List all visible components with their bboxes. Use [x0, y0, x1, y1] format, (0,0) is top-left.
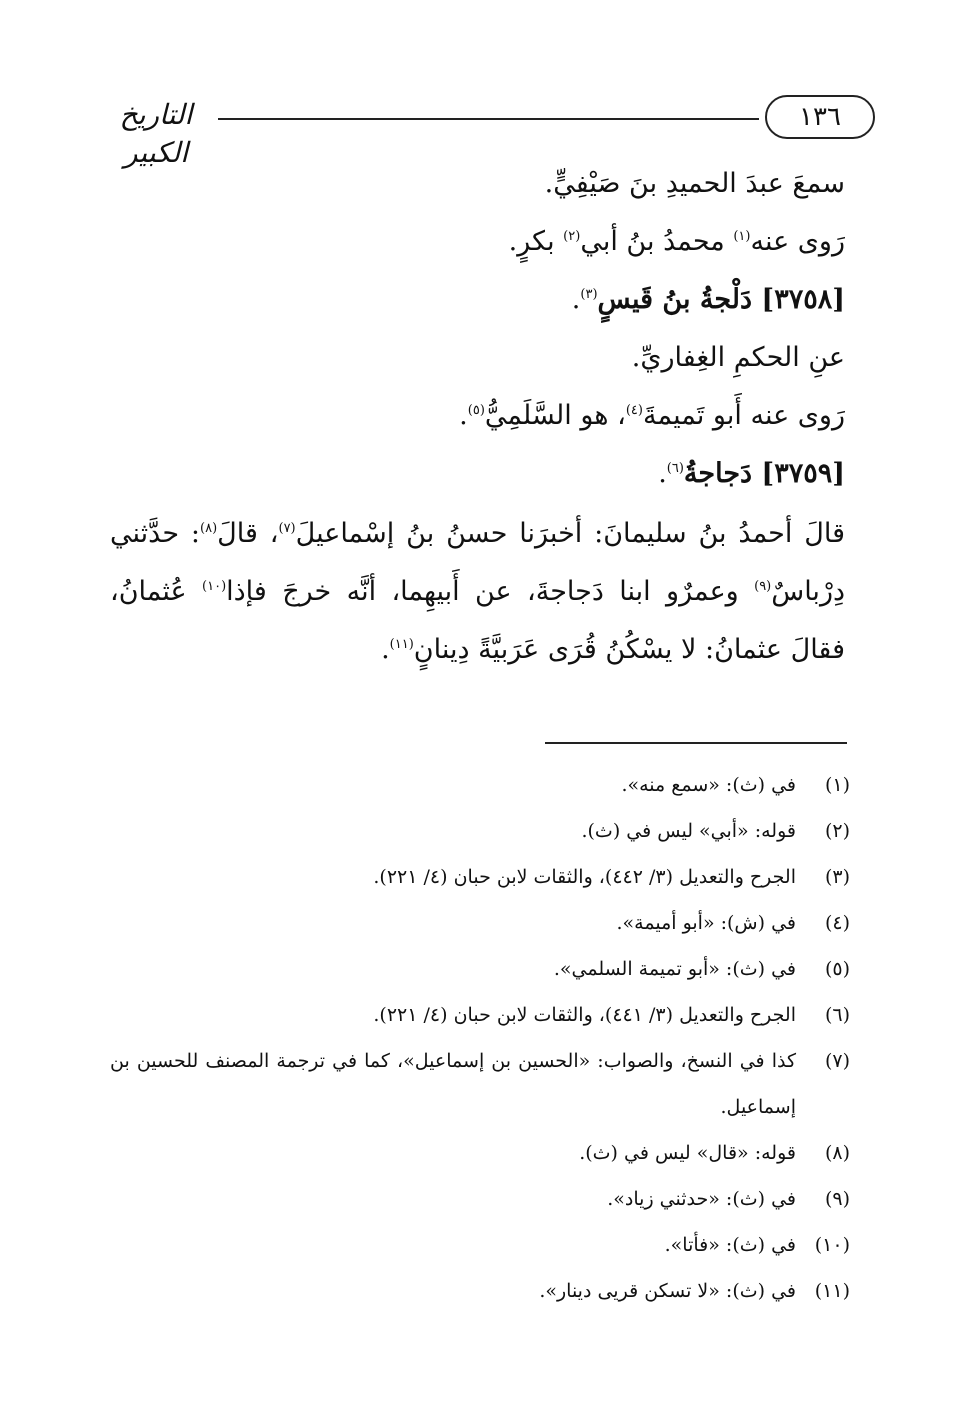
footnote-ref[interactable]: (٨) [200, 521, 218, 536]
footnote-ref[interactable]: (٧) [278, 521, 296, 536]
text-line [110, 387, 845, 445]
footnote-text: كذا في النسخ، والصواب: «الحسين بن إسماعيل»، كما في ترجمة المصنف للحسين بن إسماعيل. [110, 1050, 796, 1118]
footnote-number: (٦) [824, 1004, 850, 1026]
footnote [110, 762, 850, 808]
text-span: محمدُ بنُ أبي [580, 226, 734, 257]
footnote-number: (١١) [814, 1280, 850, 1302]
footnote-text: في (ث): «حدثني زياد». [607, 1188, 796, 1210]
footnote-ref[interactable]: (١١) [389, 637, 414, 652]
text-span: قالَ أحمدُ بنُ سليمانَ: أخبرَنا حسنُ بنُ إسْماعيلَ [295, 518, 845, 549]
text-span: . [571, 284, 581, 315]
footnote [110, 1222, 850, 1268]
footnote-text: قوله: «أبي» ليس في (ث). [581, 820, 796, 842]
footnote-ref[interactable]: (٩) [754, 579, 772, 594]
text-span: بكرٍ. [508, 226, 564, 257]
footnote [110, 900, 850, 946]
entry-heading [110, 445, 845, 503]
footnote-text: في (ث): «أبو تميمة السلمي». [553, 958, 796, 980]
footnote-text: الجرح والتعديل (٣/ ٤٤٢)، والثقات لابن حبان (٤/ ٢٢١). [373, 866, 796, 888]
footnote-number: (٩) [824, 1188, 850, 1210]
footnote-number: (٤) [824, 912, 850, 934]
footnote [110, 1176, 850, 1222]
text-span: : حدَّثني دِرْباسٌ [110, 518, 846, 607]
text-span: وعمرٌو ابنا دَجاجةَ، عن أَبيهِما، أنَّه خرجَ فإذا [226, 576, 755, 607]
footnote-number: (٧) [824, 1050, 850, 1072]
entry-heading [110, 271, 845, 329]
footnote-ref[interactable]: (٣) [580, 287, 598, 302]
footnote [110, 992, 850, 1038]
footnote-number: (١) [824, 774, 850, 796]
footnote [110, 1130, 850, 1176]
footnote-number: (٥) [824, 958, 850, 980]
footnote [110, 854, 850, 900]
text-line: سمعَ عبدَ الحميدِ بنَ صَيْفِيٍّ. [544, 168, 845, 199]
narration-paragraph [110, 505, 845, 679]
running-title: التاريخ الكبير [119, 98, 193, 169]
text-span: رَوى عنه أَبو تَميمةَ [642, 400, 845, 431]
footnote-ref[interactable]: (٥) [467, 403, 485, 418]
footnote-ref[interactable]: (٤) [625, 403, 643, 418]
footnote-number: (٨) [824, 1142, 850, 1164]
entry-title: [٣٧٥٩] دَجاجةُ [683, 458, 845, 489]
text-span: . [459, 400, 468, 431]
footnote-number: (٣) [824, 866, 850, 888]
entry-title: [٣٧٥٨] دَلْجةُ بنُ قَيسٍ [597, 284, 845, 315]
text-span: ، هو السَّلَمِيُّ [484, 400, 626, 431]
main-text [110, 155, 845, 679]
footnote-number: (٢) [824, 820, 850, 842]
footnote-ref[interactable]: (٢) [563, 229, 581, 244]
footnote [110, 946, 850, 992]
footnote [110, 1268, 850, 1314]
footnote-text: في (ث): «سمع منه». [621, 774, 796, 796]
footnote [110, 808, 850, 854]
footnotes [110, 762, 850, 1314]
footnote-separator [545, 742, 847, 744]
header-rule [218, 118, 759, 120]
footnote-ref[interactable]: (١٠) [202, 579, 227, 594]
text-span: ، قالَ [217, 518, 279, 549]
text-span: رَوى عنه [750, 226, 845, 257]
footnote [110, 1038, 850, 1130]
text-span: . [658, 458, 667, 489]
footnote-text: الجرح والتعديل (٣/ ٤٤١)، والثقات لابن حبان (٤/ ٢٢١). [373, 1004, 796, 1026]
text-line [110, 213, 845, 271]
footnote-number: (١٠) [814, 1234, 850, 1256]
footnote-text: في (ث): «فأتا». [664, 1234, 796, 1256]
text-line: عنِ الحكمِ الغِفاريِّ. [631, 342, 845, 373]
page-header [100, 88, 875, 169]
footnote-text: في (ش): «أبو أميمة». [616, 912, 796, 934]
footnote-ref[interactable]: (١) [733, 229, 751, 244]
page-number: ١٣٦ [765, 95, 875, 139]
footnote-ref[interactable]: (٦) [666, 461, 684, 476]
footnote-text: قوله: «قال» ليس في (ث). [579, 1142, 796, 1164]
text-span: عُثمانُ، فقالَ عثمانُ: لا يسْكُنُ قُرَى عَرَبيَّةً دِينانٍ [110, 576, 845, 665]
footnote-text: في (ث): «لا تسكن قريى دينار». [539, 1280, 796, 1302]
text-span: . [381, 634, 390, 665]
